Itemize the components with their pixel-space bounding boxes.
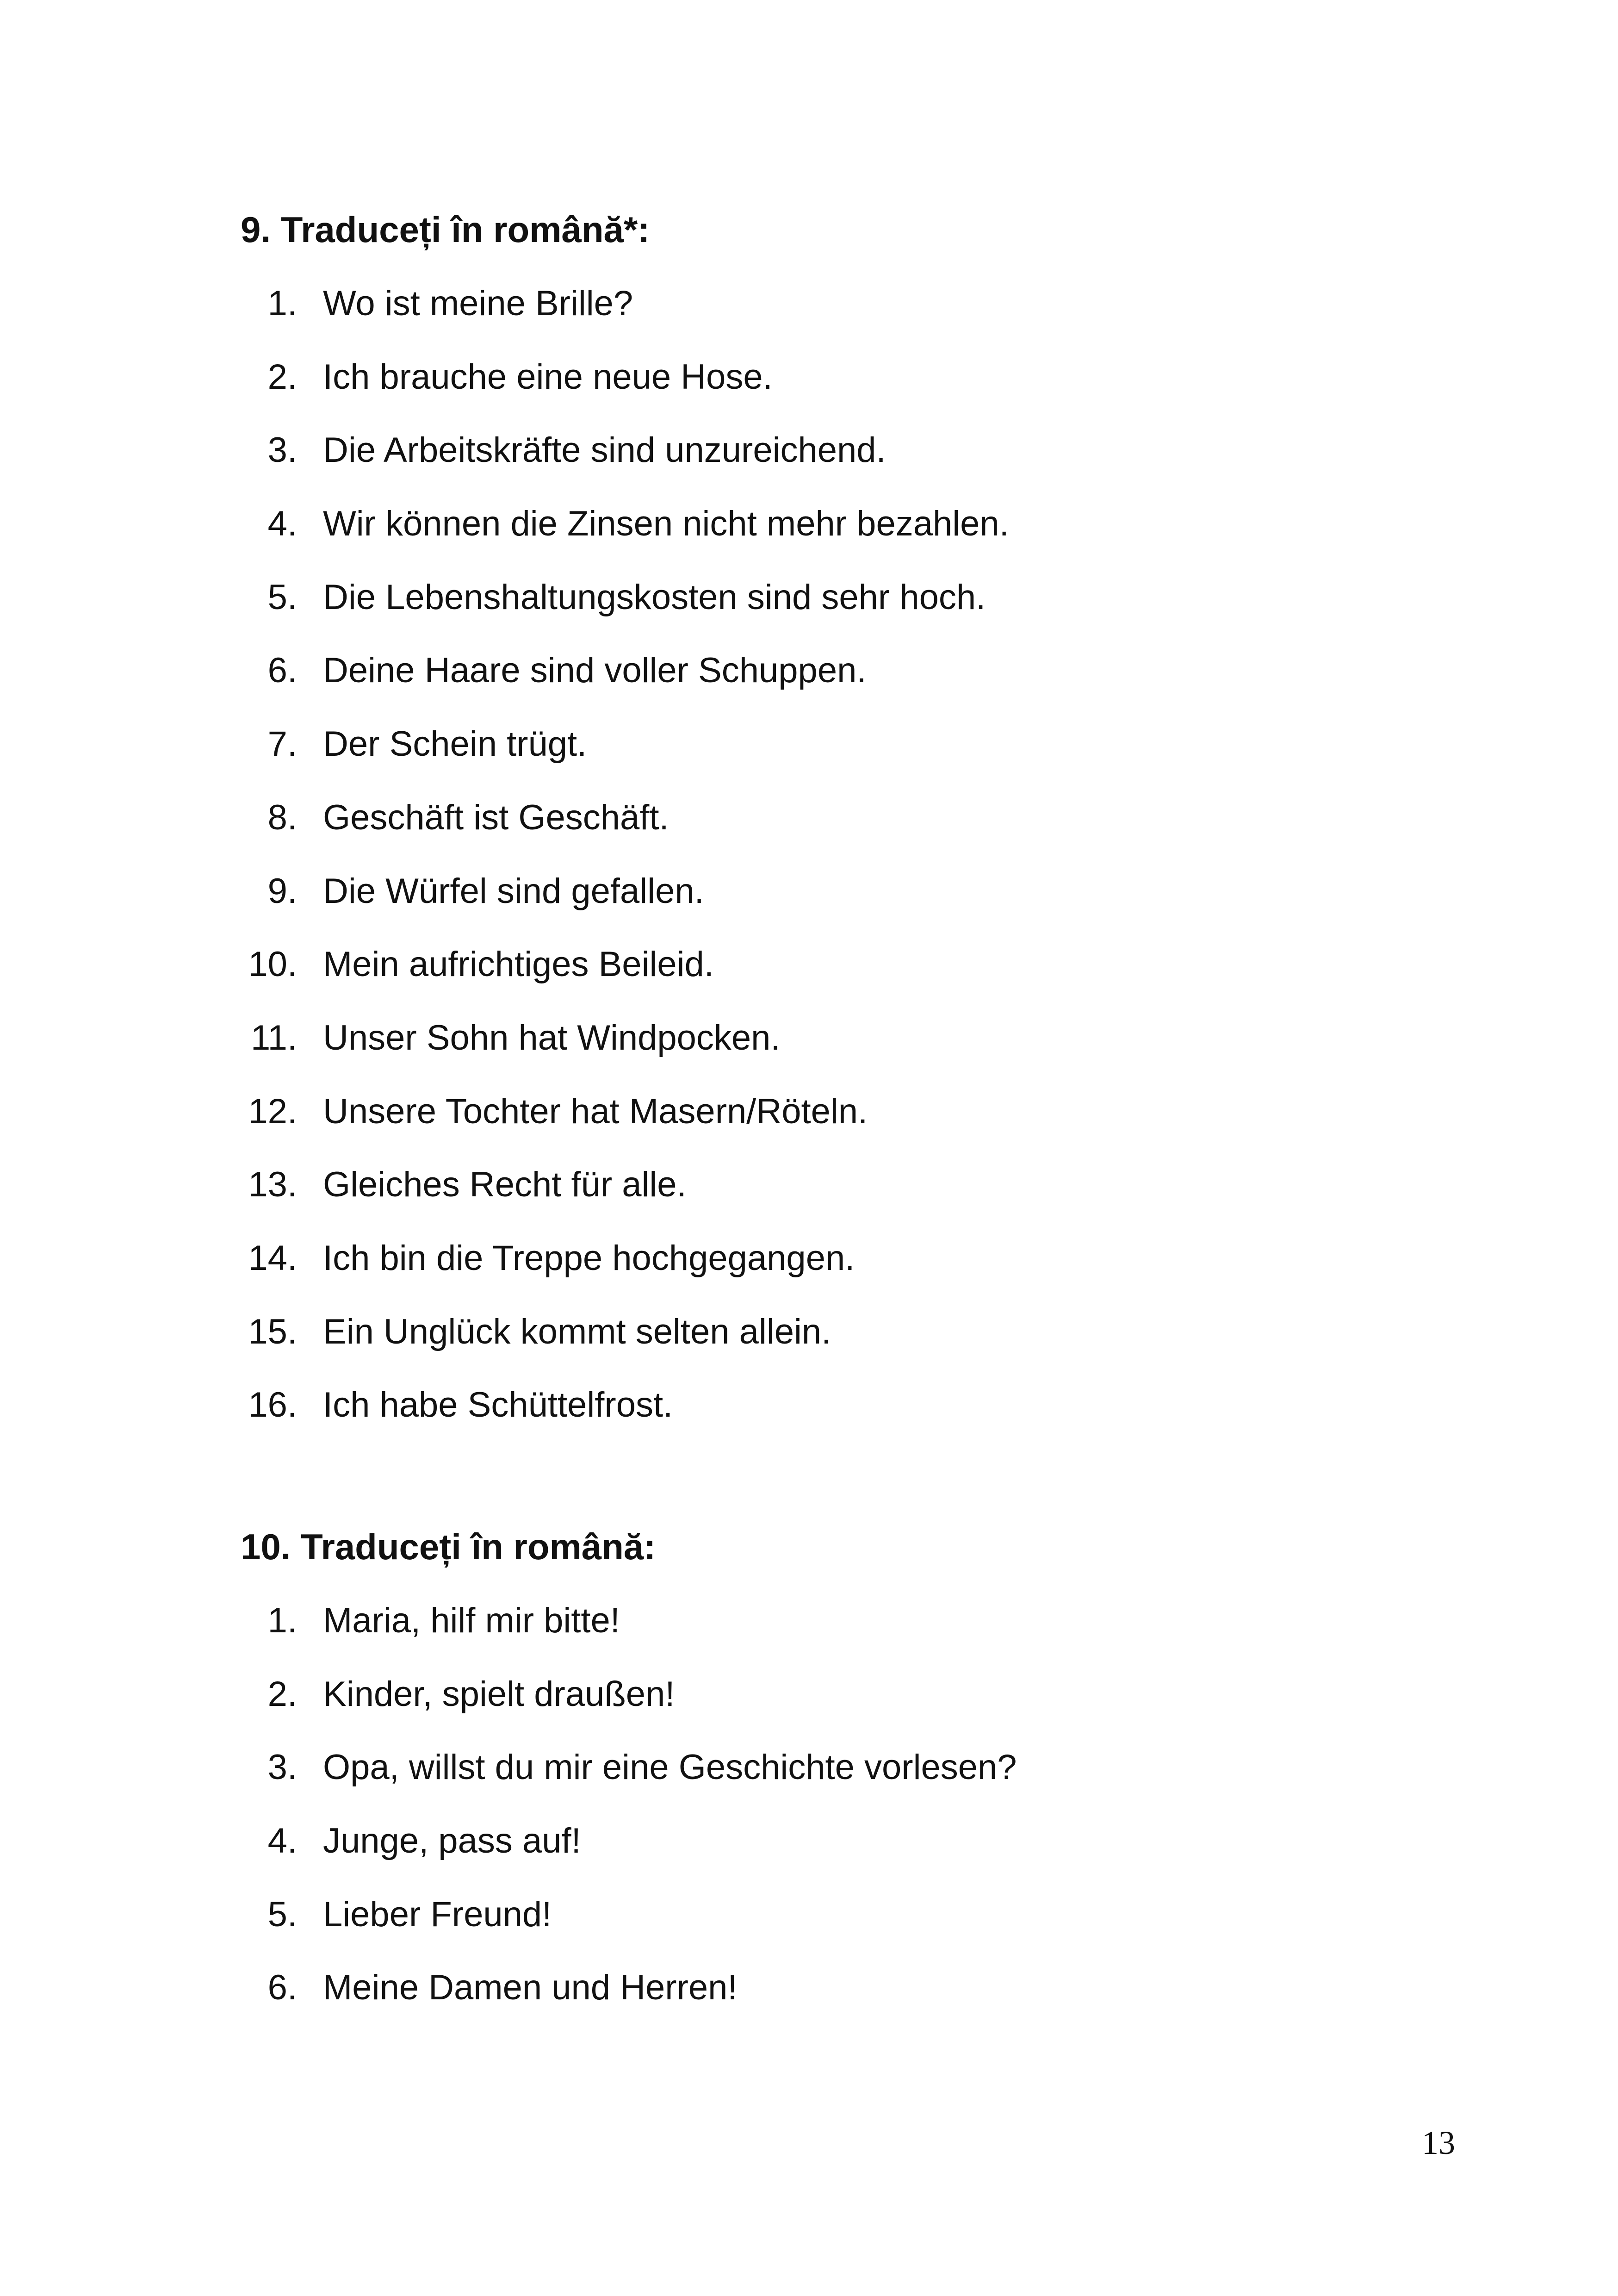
item-text: Unser Sohn hat Windpocken. xyxy=(323,1018,781,1058)
list-item xyxy=(241,869,1490,943)
item-text: Der Schein trügt. xyxy=(323,724,587,764)
item-text: Maria, hilf mir bitte! xyxy=(323,1601,620,1640)
item-number: 5. xyxy=(267,577,297,617)
exercise-list xyxy=(241,281,1490,1456)
item-number: 15. xyxy=(248,1312,297,1351)
list-item xyxy=(241,942,1490,1016)
list-item xyxy=(241,428,1490,502)
list-item xyxy=(241,1383,1490,1456)
item-text: Ich habe Schüttelfrost. xyxy=(323,1385,673,1425)
exercise-section-10 xyxy=(241,1524,1490,2039)
list-item xyxy=(241,648,1490,722)
list-item xyxy=(241,1745,1490,1819)
item-text: Opa, willst du mir eine Geschichte vorlesen? xyxy=(323,1748,1017,1787)
list-item xyxy=(241,281,1490,355)
item-text: Die Würfel sind gefallen. xyxy=(323,871,704,911)
item-text: Mein aufrichtiges Beileid. xyxy=(323,945,714,984)
item-number: 11. xyxy=(250,1018,297,1058)
item-number: 5. xyxy=(267,1894,297,1934)
list-item xyxy=(241,1672,1490,1746)
list-item xyxy=(241,575,1490,649)
list-item xyxy=(241,1089,1490,1163)
list-item xyxy=(241,796,1490,869)
item-text: Die Lebenshaltungskosten sind sehr hoch. xyxy=(323,577,986,617)
list-item xyxy=(241,502,1490,575)
item-text: Junge, pass auf! xyxy=(323,1821,581,1861)
item-text: Ein Unglück kommt selten allein. xyxy=(323,1312,831,1351)
list-item xyxy=(241,1236,1490,1310)
item-number: 3. xyxy=(267,430,297,470)
item-number: 14. xyxy=(248,1238,297,1278)
item-text: Ich bin die Treppe hochgegangen. xyxy=(323,1238,855,1278)
list-item xyxy=(241,355,1490,429)
list-item xyxy=(241,1892,1490,1966)
page-number: 13 xyxy=(1422,2124,1455,2161)
item-number: 12. xyxy=(248,1091,297,1131)
item-number: 7. xyxy=(267,724,297,764)
item-number: 2. xyxy=(267,1674,297,1714)
item-number: 6. xyxy=(267,651,297,691)
item-number: 9. xyxy=(267,871,297,911)
item-text: Deine Haare sind voller Schuppen. xyxy=(323,651,867,691)
item-text: Wo ist meine Brille? xyxy=(323,284,633,323)
item-number: 3. xyxy=(267,1748,297,1787)
item-number: 4. xyxy=(267,1821,297,1861)
list-item xyxy=(241,722,1490,796)
item-number: 4. xyxy=(267,504,297,544)
item-text: Kinder, spielt draußen! xyxy=(323,1674,675,1714)
item-text: Geschäft ist Geschäft. xyxy=(323,797,669,837)
exercise-list xyxy=(241,1599,1490,2039)
item-text: Gleiches Recht für alle. xyxy=(323,1165,687,1205)
section-heading: 9. Traduceți în română*: xyxy=(241,209,650,250)
item-number: 16. xyxy=(248,1385,297,1425)
item-number: 10. xyxy=(248,945,297,984)
list-item xyxy=(241,1310,1490,1383)
item-number: 6. xyxy=(267,1968,297,2008)
section-heading: 10. Traduceți în română: xyxy=(241,1526,656,1567)
item-text: Wir können die Zinsen nicht mehr bezahlen. xyxy=(323,504,1009,544)
item-text: Meine Damen und Herren! xyxy=(323,1968,738,2008)
item-text: Unsere Tochter hat Masern/Röteln. xyxy=(323,1091,868,1131)
item-number: 2. xyxy=(267,357,297,397)
list-item xyxy=(241,1819,1490,1892)
list-item xyxy=(241,1016,1490,1089)
list-item xyxy=(241,1163,1490,1236)
item-number: 1. xyxy=(267,1601,297,1640)
item-text: Lieber Freund! xyxy=(323,1894,552,1934)
list-item xyxy=(241,1599,1490,1672)
item-number: 13. xyxy=(248,1165,297,1205)
item-number: 1. xyxy=(267,284,297,323)
item-number: 8. xyxy=(267,797,297,837)
list-item xyxy=(241,1966,1490,2039)
item-text: Ich brauche eine neue Hose. xyxy=(323,357,773,397)
item-text: Die Arbeitskräfte sind unzureichend. xyxy=(323,430,886,470)
exercise-section-9 xyxy=(241,207,1490,1456)
